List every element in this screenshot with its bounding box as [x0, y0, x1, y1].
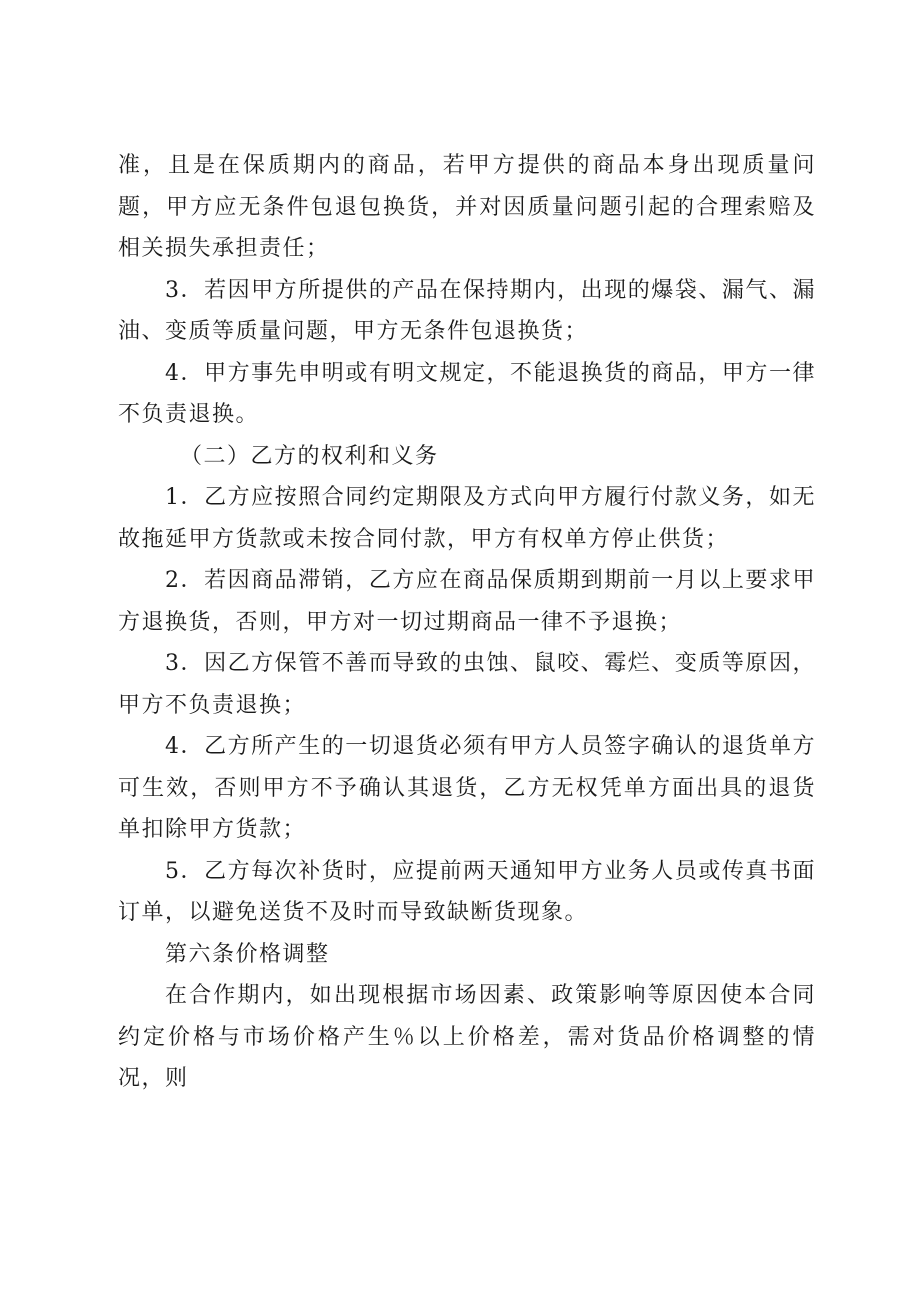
paragraph-clause-5-party-b-restock: 5．乙方每次补货时，应提前两天通知甲方业务人员或传真书面订单，以避免送货不及时而导致缺断货现象。: [118, 858, 816, 925]
section-heading-party-b-rights: （二）乙方的权利和义务: [180, 443, 439, 469]
paragraph-clause-4-party-b-return-slip: 4．乙方所产生的一切退货必须有甲方人员签字确认的退货单方可生效，否则甲方不予确认其退货，乙方无权凭单方面出具的退货单扣除甲方货款；: [118, 734, 816, 842]
article-heading-price-adjustment: 第六条价格调整: [165, 941, 330, 967]
paragraph-clause-3-party-a-returns: 3．若因甲方所提供的产品在保持期内，出现的爆袋、漏气、漏油、变质等质量问题，甲方无条件包退换货；: [118, 277, 816, 344]
paragraph-price-adjustment-body: 在合作期内，如出现根据市场因素、政策影响等原因使本合同约定价格与市场价格产生％以上价格差，需对货品价格调整的情况，则: [118, 983, 816, 1091]
paragraph-continuation-quality-warranty: 准，且是在保质期内的商品，若甲方提供的商品本身出现质量问题，甲方应无条件包退包换货，并对因质量问题引起的合理索赔及相关损失承担责任；: [118, 153, 816, 261]
paragraph-clause-3-party-b-storage: 3．因乙方保管不善而导致的虫蚀、鼠咬、霉烂、变质等原因，甲方不负责退换；: [118, 651, 816, 718]
document-body: [118, 145, 816, 1100]
paragraph-clause-1-party-b-payment: 1．乙方应按照合同约定期限及方式向甲方履行付款义务，如无故拖延甲方货款或未按合同付款，甲方有权单方停止供货；: [118, 485, 816, 552]
paragraph-clause-2-party-b-slow-sales: 2．若因商品滞销，乙方应在商品保质期到期前一月以上要求甲方退换货，否则，甲方对一切过期商品一律不予退换；: [118, 568, 816, 635]
paragraph-clause-4-party-a-no-return: 4．甲方事先申明或有明文规定，不能退换货的商品，甲方一律不负责退换。: [118, 360, 816, 427]
